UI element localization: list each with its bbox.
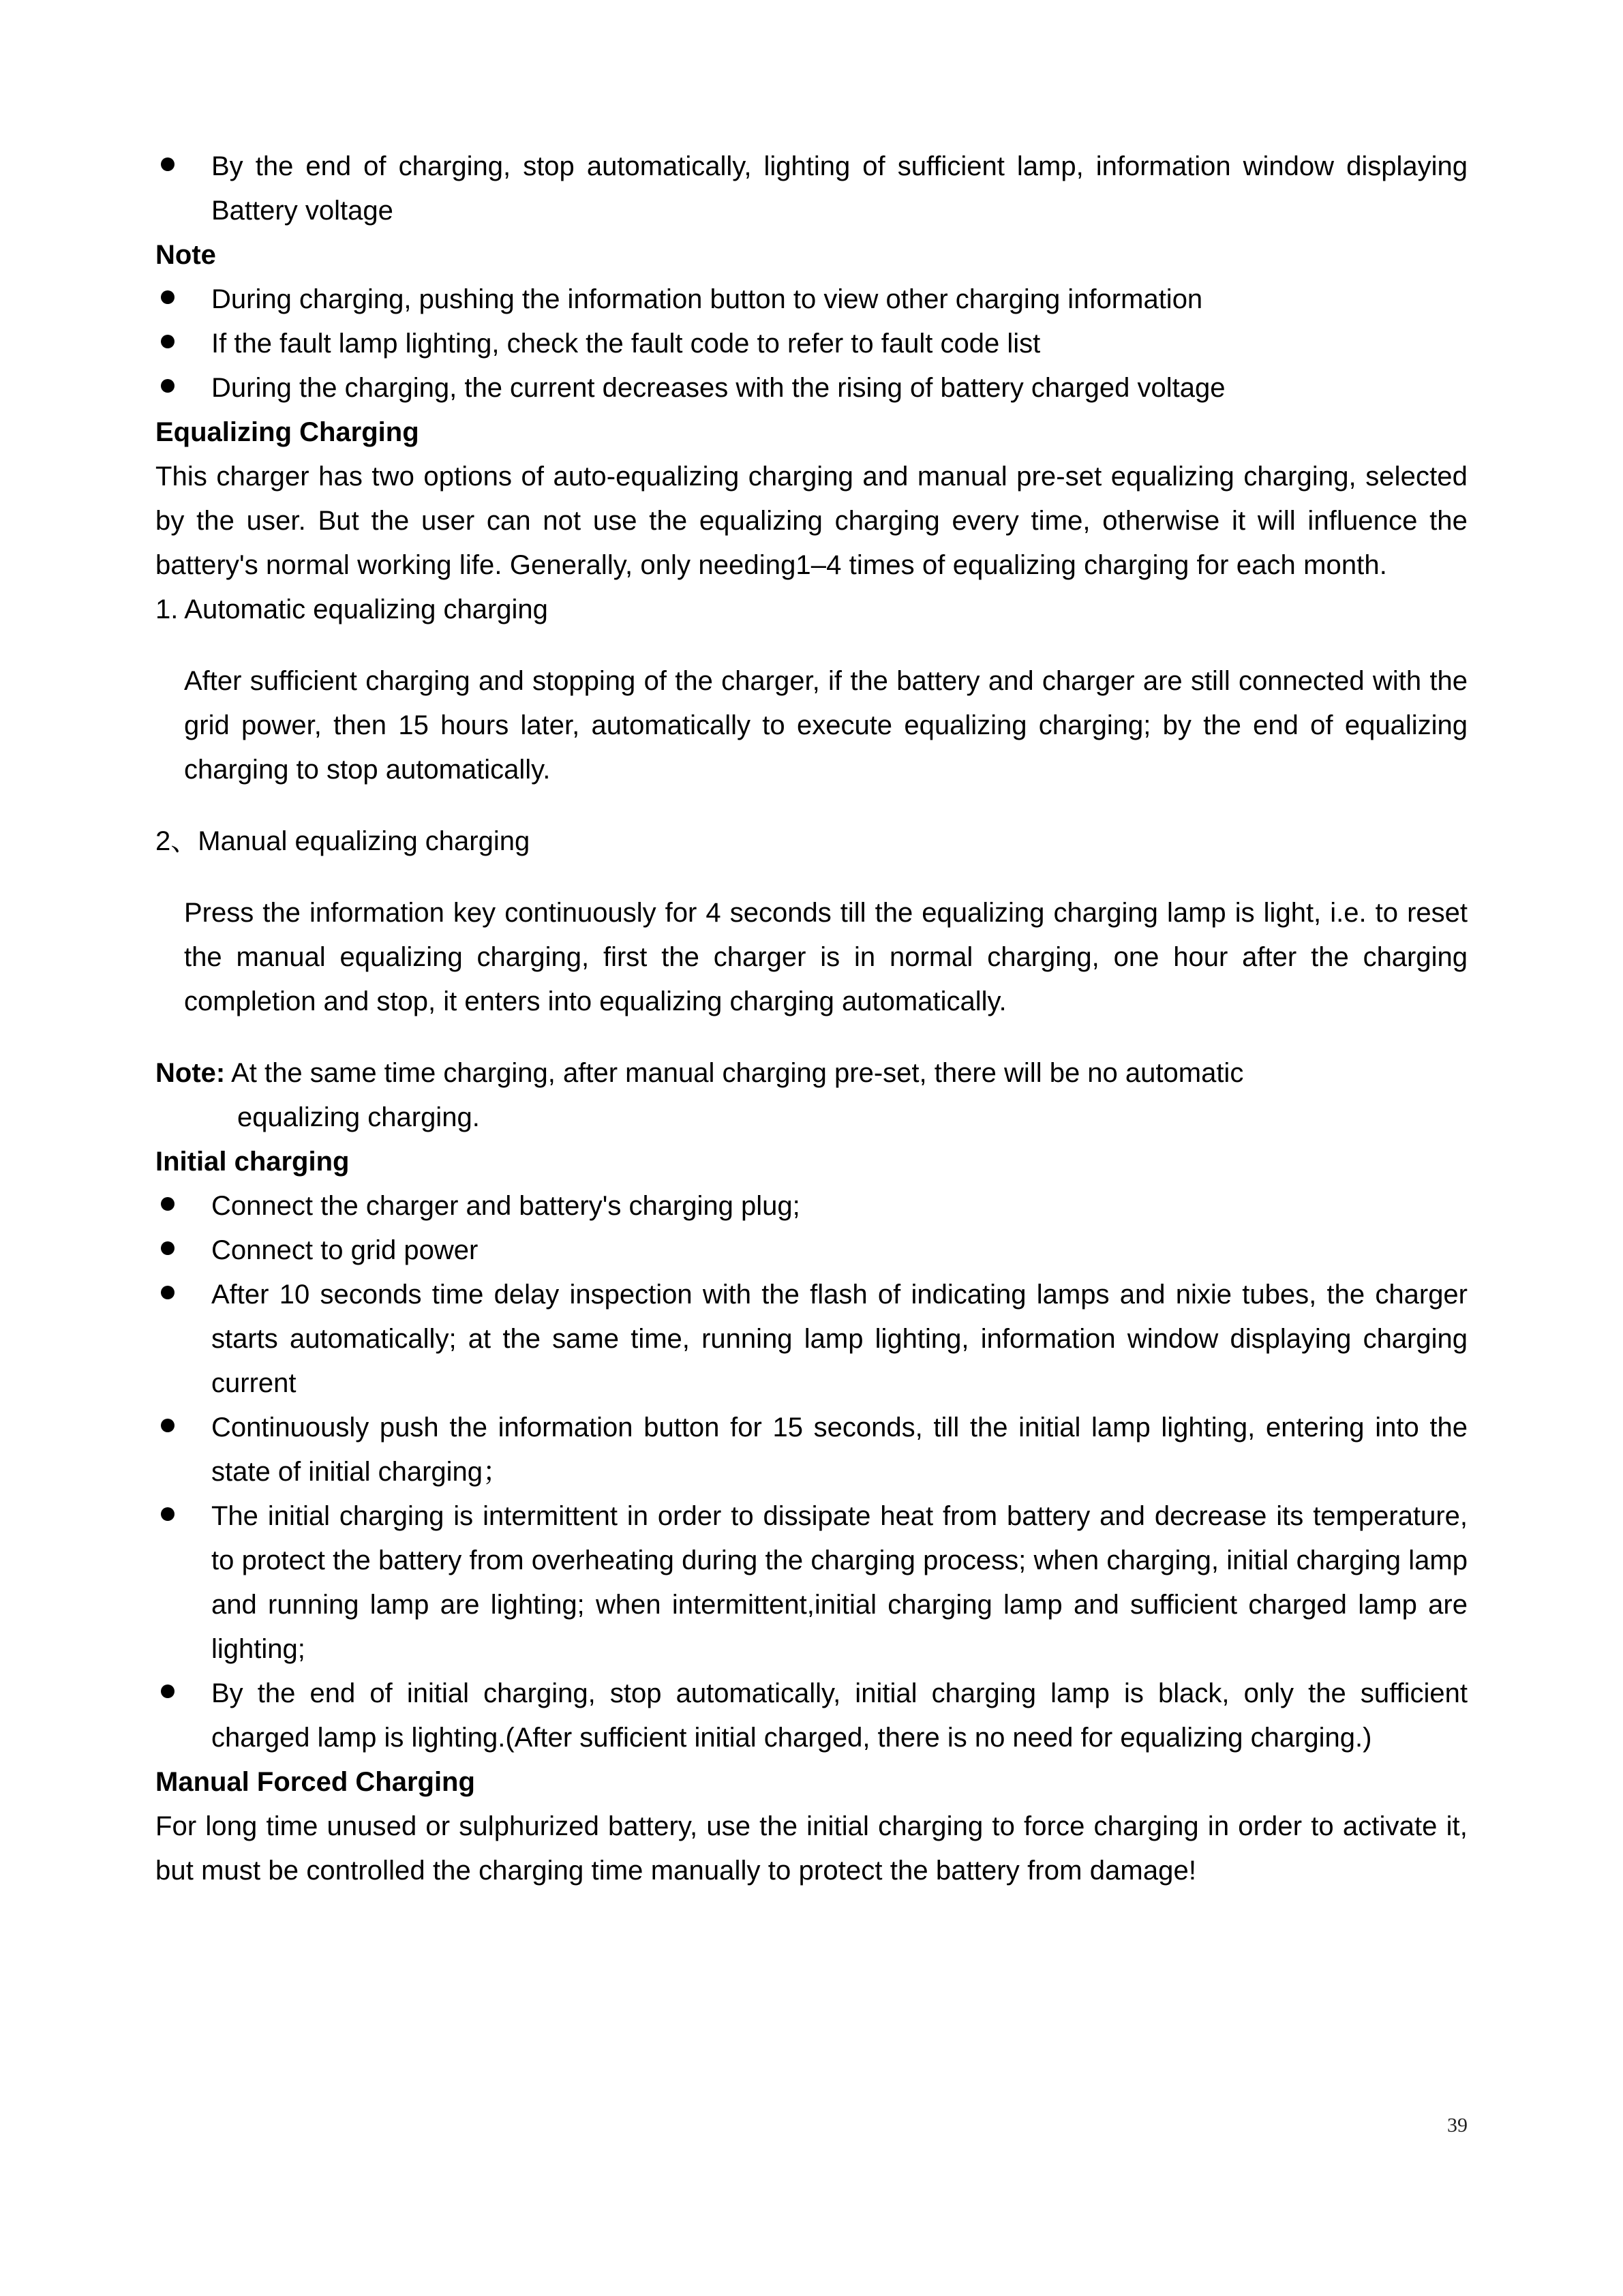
bullet-point-icon [161, 277, 188, 322]
bullet-point-icon [161, 322, 188, 366]
list-item [155, 1273, 1468, 1406]
page-number: 39 [1447, 2114, 1468, 2136]
list-item [155, 145, 1468, 233]
note-continuation: equalizing charging. [237, 1102, 480, 1132]
manual-forced-charging-paragraph: For long time unused or sulphurized battery, use the initial charging to force charging in order to activate it, but must be controlled the charging time manually to protect the battery from damage! [155, 1811, 1468, 1886]
list-item [155, 1494, 1468, 1672]
list-item [155, 366, 1468, 410]
list-item-text: By the end of initial charging, stop automatically, initial charging lamp is black, only the sufficient charged lamp is lighting.(After sufficient initial charged, there is no need for equalizing charging.) [211, 1678, 1468, 1753]
list-item [155, 277, 1468, 322]
numbered-item-2-body: Press the information key continuously for 4 seconds till the equalizing charging lamp is light, i.e. to reset the manual equalizing charging, first the charger is in normal charging, one hour after the charging completion and stop, it enters into equalizing charging automatically. [184, 898, 1468, 1016]
equalizing-charging-paragraph: This charger has two options of auto-equalizing charging and manual pre-set equalizing charging, selected by the user. But the user can not use the equalizing charging every time, otherwise it will influence the battery's normal working life. Generally, only needing1–4 times of equalizing charging for each month. [155, 462, 1468, 580]
list-item-text: During charging, pushing the information button to view other charging information [211, 284, 1203, 314]
list-item-text: If the fault lamp lighting, check the fault code to refer to fault code list [211, 329, 1041, 359]
list-item-text: By the end of charging, stop automatically, lighting of sufficient lamp, information window displaying Battery voltage [211, 151, 1468, 226]
initial-charging-bullet-list [155, 1184, 1468, 1760]
page-content [155, 145, 1468, 1893]
initial-charging-heading: Initial charging [155, 1147, 350, 1177]
numbered-item-2-label: 2、Manual equalizing charging [155, 826, 530, 856]
equalizing-charging-heading: Equalizing Charging [155, 417, 419, 447]
list-item [155, 322, 1468, 366]
bullet-point-icon [161, 1228, 188, 1273]
bullet-point-icon [161, 1406, 188, 1450]
list-item [155, 1184, 1468, 1228]
numbered-item-1-body: After sufficient charging and stopping of the charger, if the battery and charger are still connected with the grid power, then 15 hours later, automatically to execute equalizing charging; by the end of equalizing charging to stop automatically. [184, 666, 1468, 785]
note-text: At the same time charging, after manual charging pre-set, there will be no automatic [231, 1058, 1244, 1088]
list-item-text: Continuously push the information button for 15 seconds, till the initial lamp lighting, entering into the state of initial charging； [211, 1413, 1468, 1487]
note-bullet-list [155, 277, 1468, 410]
bullet-point-icon [161, 1672, 188, 1716]
note-label: Note: [155, 1058, 226, 1088]
list-item-text: After 10 seconds time delay inspection with the flash of indicating lamps and nixie tubes, the charger starts automatically; at the same time, running lamp lighting, information window displaying charging current [211, 1280, 1468, 1398]
intro-bullet-list [155, 145, 1468, 233]
manual-forced-charging-heading: Manual Forced Charging [155, 1767, 475, 1797]
list-item-text: Connect to grid power [211, 1235, 479, 1265]
bullet-point-icon [161, 1494, 188, 1539]
list-item [155, 1406, 1468, 1494]
bullet-point-icon [161, 366, 188, 410]
bullet-point-icon [161, 145, 188, 189]
list-item [155, 1228, 1468, 1273]
numbered-item-1-label: 1. Automatic equalizing charging [155, 594, 548, 624]
bullet-point-icon [161, 1184, 188, 1228]
list-item [155, 1672, 1468, 1760]
note-callout [155, 1051, 1468, 1096]
list-item-text: During the charging, the current decreases with the rising of battery charged voltage [211, 373, 1226, 403]
list-item-text: The initial charging is intermittent in order to dissipate heat from battery and decrease its temperature, to protect the battery from overheating during the charging process; when charging, initial charging lamp and running lamp are lighting; when intermittent,initial charging lamp and sufficient charged lamp are lighting; [211, 1501, 1468, 1664]
bullet-point-icon [161, 1273, 188, 1317]
note-heading: Note [155, 240, 216, 270]
list-item-text: Connect the charger and battery's charging plug; [211, 1191, 800, 1221]
